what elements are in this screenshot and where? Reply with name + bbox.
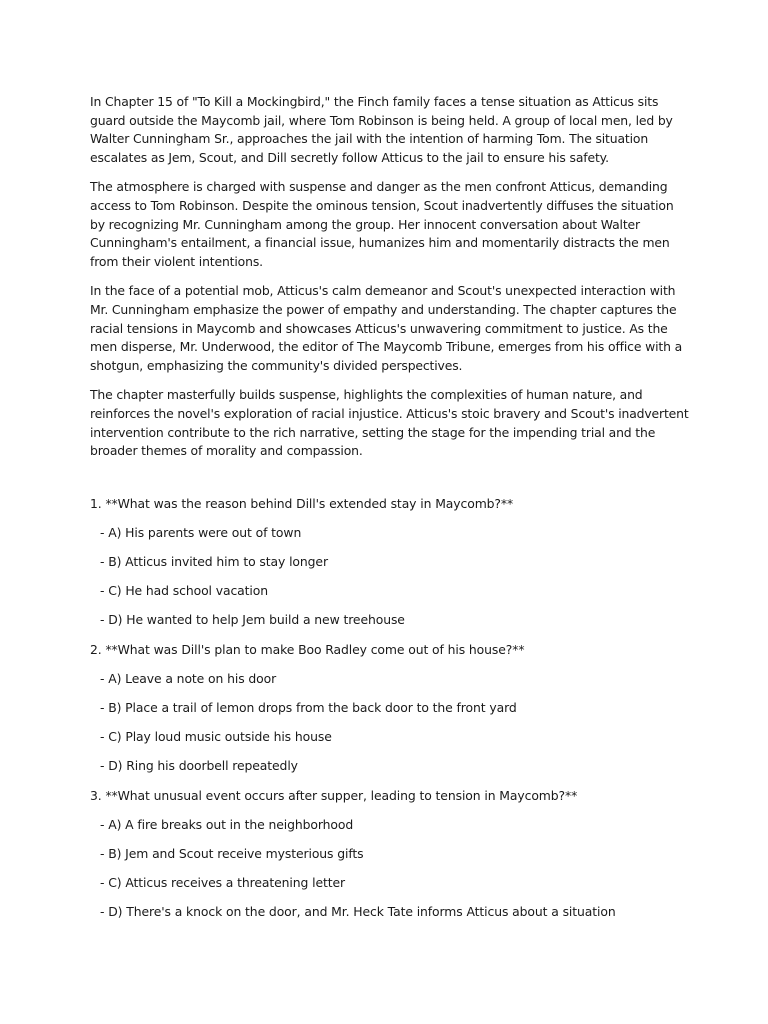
answer-option: - A) His parents were out of town xyxy=(100,524,302,540)
summary-paragraph: The atmosphere is charged with suspense and danger as the men confront Atticus, demanding access to Tom Robinson. Despite the ominous tension, Scout inadvertently diffuses the situation by recognizing Mr. Cunningham among the group. Her innocent conversation about Walter Cunningham's entailment, a financial issue, humanizes him and momentarily distracts the men from their violent intentions. xyxy=(90,179,674,269)
answer-option: - C) Atticus receives a threatening letter xyxy=(100,875,345,891)
answer-option: - B) Jem and Scout receive mysterious gifts xyxy=(100,845,364,861)
summary-section xyxy=(90,93,690,461)
answer-option: - C) He had school vacation xyxy=(100,583,268,599)
summary-paragraph: In Chapter 15 of "To Kill a Mockingbird," the Finch family faces a tense situation as Atticus sits guard outside the Maycomb jail, where Tom Robinson is being held. A group of local men, led by Walter Cunningham Sr., approaches the jail with the intention of harming Tom. The situation escalates as Jem, Scout, and Dill secretly follow Atticus to the jail to ensure his safety. xyxy=(90,94,673,165)
question-block xyxy=(90,787,690,933)
question-block xyxy=(90,495,690,641)
answer-option: - D) Ring his doorbell repeatedly xyxy=(100,758,298,774)
quiz-section xyxy=(90,495,690,933)
question-text: 3. **What unusual event occurs after supper, leading to tension in Maycomb?** xyxy=(90,787,578,803)
document-body xyxy=(90,93,690,933)
answer-option: - A) Leave a note on his door xyxy=(100,670,277,686)
question-text: 2. **What was Dill's plan to make Boo Radley come out of his house?** xyxy=(90,641,525,657)
question-block xyxy=(90,641,690,787)
answer-option: - D) He wanted to help Jem build a new treehouse xyxy=(100,612,405,628)
summary-paragraph: The chapter masterfully builds suspense, highlights the complexities of human nature, and reinforces the novel's exploration of racial injustice. Atticus's stoic bravery and Scout's inadvertent intervention contribute to the rich narrative, setting the stage for the impending trial and the broader themes of morality and compassion. xyxy=(90,387,689,459)
answer-option: - D) There's a knock on the door, and Mr. Heck Tate informs Atticus about a situation xyxy=(100,904,616,920)
answer-option: - B) Place a trail of lemon drops from the back door to the front yard xyxy=(100,700,517,715)
answer-option: - B) Atticus invited him to stay longer xyxy=(100,554,328,570)
answer-option: - C) Play loud music outside his house xyxy=(100,729,332,745)
summary-paragraph: In the face of a potential mob, Atticus's calm demeanor and Scout's unexpected interaction with Mr. Cunningham emphasize the power of empathy and understanding. The chapter captures the racial tensions in Maycomb and showcases Atticus's unwavering commitment to justice. As the men disperse, Mr. Underwood, the editor of The Maycomb Tribune, emerges from his office with a shotgun, emphasizing the community's divided perspectives. xyxy=(90,283,683,373)
answer-option: - A) A fire breaks out in the neighborhood xyxy=(100,816,354,832)
question-text: 1. **What was the reason behind Dill's extended stay in Maycomb?** xyxy=(90,495,514,511)
